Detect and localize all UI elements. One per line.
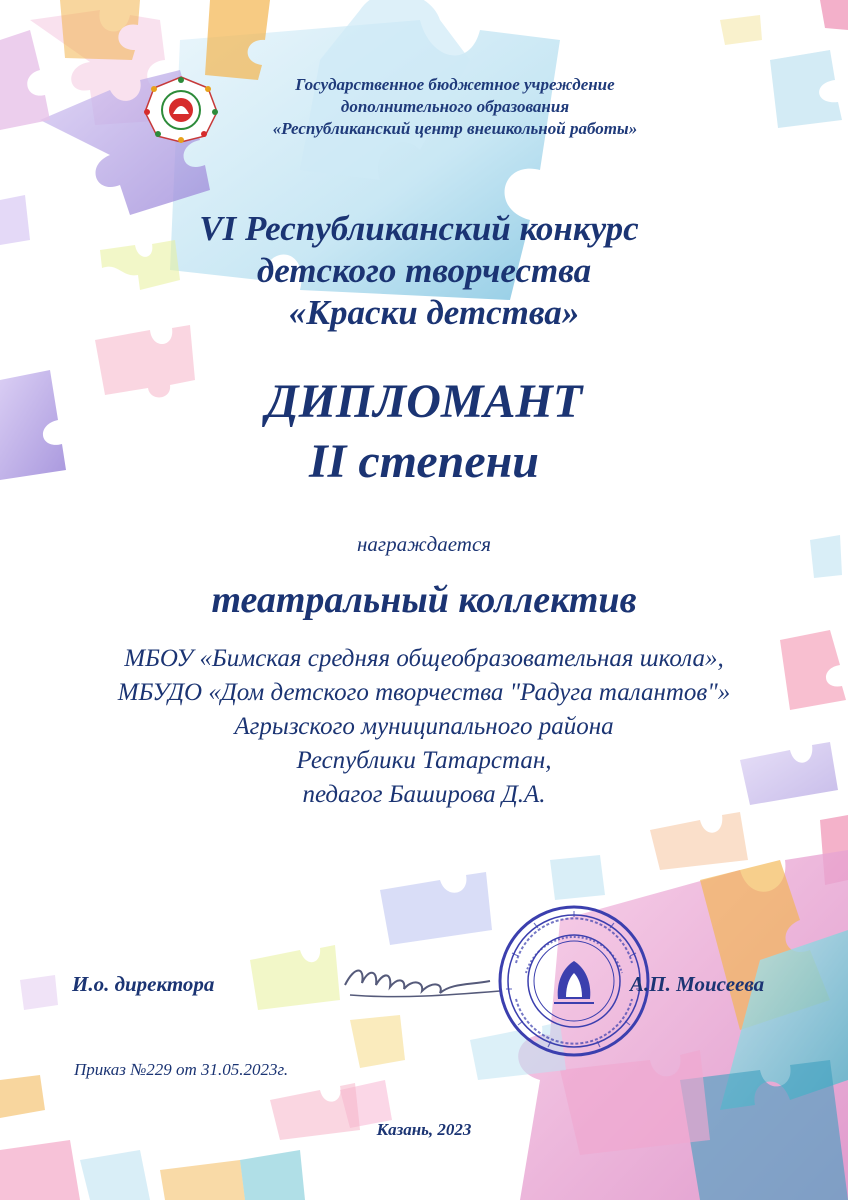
awarded-text: награждается — [356, 532, 492, 556]
diploma-heading: ДИПЛОМАНТ — [265, 375, 583, 428]
puzzle-piece — [380, 872, 492, 945]
contest-title — [0, 208, 848, 334]
city-year: Казань, 2023 — [376, 1120, 472, 1139]
puzzle-piece — [650, 812, 748, 870]
puzzle-piece — [0, 30, 50, 130]
organization-header — [200, 74, 710, 140]
diploma-degree: II степени — [308, 435, 539, 488]
detail-line: Агрызского муниципального района — [234, 713, 614, 740]
order-reference: Приказ №229 от 31.05.2023г. — [74, 1060, 289, 1079]
puzzle-piece — [160, 1160, 245, 1200]
puzzle-piece — [820, 0, 848, 30]
contest-line: детского творчества — [256, 251, 592, 290]
puzzle-piece — [0, 1075, 45, 1118]
contest-line: VI Республиканский конкурс — [199, 209, 639, 248]
detail-line: МБУДО «Дом детского творчества "Радуга талантов"» — [117, 679, 731, 706]
puzzle-piece — [0, 1140, 80, 1200]
puzzle-piece — [720, 15, 762, 45]
signatory-name: А.П. Моисеева — [630, 972, 765, 996]
puzzle-piece — [240, 1150, 305, 1200]
puzzle-piece — [80, 1150, 150, 1200]
diploma-title — [0, 372, 848, 492]
org-line: Государственное бюджетное учреждение — [295, 75, 615, 94]
puzzle-piece — [770, 50, 842, 128]
detail-line: педагог Баширова Д.А. — [302, 781, 546, 808]
puzzle-piece — [205, 0, 270, 80]
puzzle-piece — [250, 945, 340, 1010]
puzzle-piece — [20, 975, 58, 1010]
official-stamp — [496, 903, 652, 1059]
recipient-name: театральный коллектив — [211, 579, 637, 621]
recipient-details — [0, 642, 848, 812]
detail-line: МБОУ «Бимская средняя общеобразовательная школа», — [124, 645, 724, 672]
signatory-position: И.о. директора — [72, 972, 215, 996]
signature-scribble — [340, 955, 510, 1015]
contest-line: «Краски детства» — [288, 293, 580, 332]
detail-line: Республики Татарстан, — [296, 747, 552, 774]
org-line: дополнительного образования — [340, 97, 570, 116]
org-line: «Республиканский центр внешкольной работы» — [272, 119, 638, 138]
puzzle-piece — [550, 855, 605, 900]
puzzle-piece — [350, 1015, 405, 1068]
